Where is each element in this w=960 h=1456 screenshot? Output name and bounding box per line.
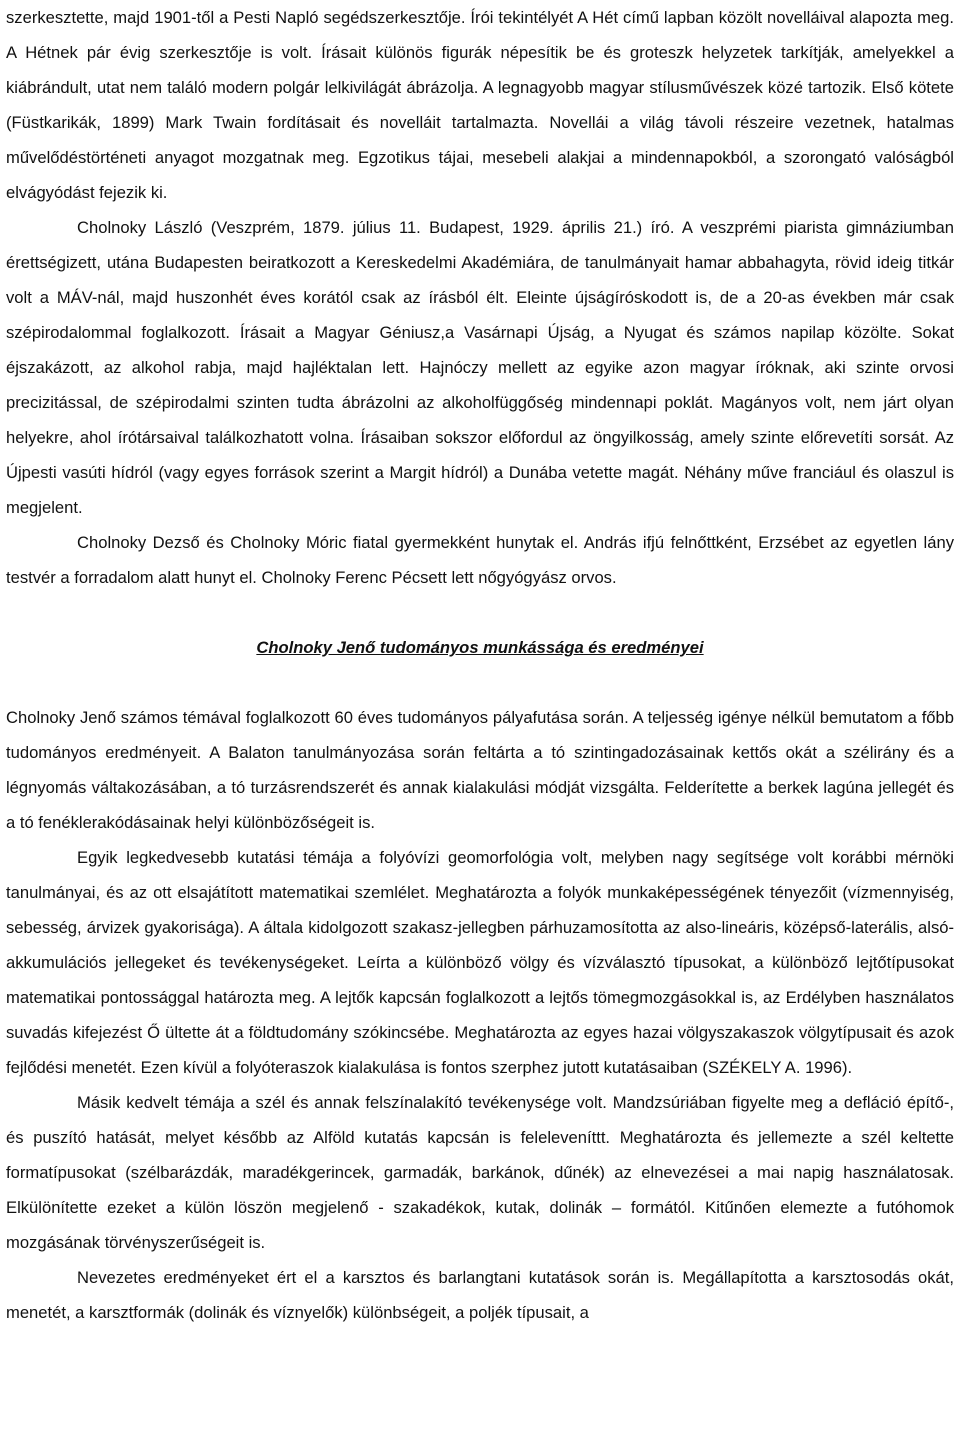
paragraph-karst-research: Nevezetes eredményeket ért el a karsztos és barlangtani kutatások során is. Megállapította a karsztosodás okát, menetét, a karsztformák (dolinák és víznyelők) különbségeit, a poljék típusait, a <box>6 1268 954 1322</box>
section-spacer <box>6 595 954 630</box>
paragraph-wind-erosion: Másik kedvelt témája a szél és annak felszínalakító tevékenysége volt. Mandzsúriában figyelte meg a defláció építő-, és puszító hatását, melyet később az Alföld kutatás kapcsán is feleleveníttt. Meghatározta és jellemezte a szél keltette formatípusokat (szélbarázdák, maradékgerincek, garmadák, barkánok, dűnék) az elnevezései a mai napig használatosak. Elkülönítette ezeket a külön löszön megjelenő - szakadékok, kutak, dolinák – formától. Kitűnően elemezte a futóhomok mozgásának törvényszerűségeit is. <box>6 1093 954 1252</box>
section-heading: Cholnoky Jenő tudományos munkássága és eredményei <box>256 638 704 657</box>
paragraph-scientific-overview: Cholnoky Jenő számos témával foglalkozott 60 éves tudományos pályafutása során. A teljesség igénye nélkül bemutatom a főbb tudományos eredményeit. A Balaton tanulmányozása során feltárta a tó szintingadozásainak kettős okát a szélirány és a légnyomás váltakozásában, a tó turzásrendszerét és annak kialakulási módját vizsgálta. Felderítette a berkek lagúna jellegét és a tó fenéklerakódásainak helyi különbözőségeit is. <box>6 708 954 832</box>
paragraph-cholnoky-laszlo: Cholnoky László (Veszprém, 1879. július 11. Budapest, 1929. április 21.) író. A veszprémi piarista gimnáziumban érettségizett, utána Budapesten beiratkozott a Kereskedelmi Akadémiára, de tanulmányait hamar abbahagyta, rövid ideig titkár volt a MÁV-nál, majd huszonhét éves korától csak az írásból élt. Eleinte újságíróskodott is, de a 20-as években már csak szépirodalommal foglalkozott. Írásait a Magyar Géniusz,a Vasárnapi Újság, a Nyugat és számos napilap közölte. Sokat éjszakázott, az alkohol rabja, majd hajléktalan lett. Hajnóczy mellett az egyike azon magyar íróknak, aki szinte orvosi precizitással, de szépirodalmi szinten tudta ábrázolni az alkoholfüggőség mindennapi poklát. Magányos volt, nem járt olyan helyekre, ahol írótársaival találkozhatott volna. Írásaiban sokszor előfordul az öngyilkosság, amely szinte előrevetíti sorsát. Az Újpesti vasúti hídról (vagy egyes források szerint a Margit hídról) a Dunába vetette magát. Néhány műve franciául és olaszul is megjelent. <box>6 218 954 517</box>
document-page <box>6 0 954 1330</box>
paragraph-chol-biography-continued: szerkesztette, majd 1901-től a Pesti Napló segédszerkesztője. Írói tekintélyét A Hét című lapban közölt novelláival alapozta meg. A Hétnek pár évig szerkesztője is volt. Írásait különös figurák népesítik be és groteszk helyzetek tarkítják, amelyekkel a kiábrándult, utat nem találó modern polgár lelkivilágát ábrázolja. A legnagyobb magyar stílusművészek közé tartozik. Első kötete (Füstkarikák, 1899) Mark Twain fordításait és novelláit tartalmazta. Novellái a világ távoli részeire vezetnek, hatalmas művelődéstörténeti anyagot mozgatnak meg. Egzotikus tájai, mesebeli alakjai a mindennapokból, a szorongató valóságból elvágyódást fejezik ki. <box>6 8 954 202</box>
paragraph-river-geomorphology: Egyik legkedvesebb kutatási témája a folyóvízi geomorfológia volt, melyben nagy segítsége volt korábbi mérnöki tanulmányai, és az ott elsajátított matematikai szemlélet. Meghatározta a folyók munkaképességének tényezőit (vízmennyiség, sebesség, árvizek gyakorisága). A általa kidolgozott szakasz-jellegben párhuzamosította az also-lineáris, középső-laterális, alsó-akkumulációs jellegeket és tevékenységeket. Leírta a különböző völgy és vízválasztó típusokat, a különböző lejtőtípusokat matematikai pontossággal határozta meg. A lejtők kapcsán foglalkozott a lejtős tömegmozgásokkal is, az Erdélyben használatos suvadás kifejezést Ő ültette át a földtudomány szókincsébe. Meghatározta az egyes hazai völgyszakaszok völgytípusait és azok fejlődési menetét. Ezen kívül a folyóteraszok kialakulása is fontos szerphez jutott kutatásaiban (SZÉKELY A. 1996). <box>6 848 954 1077</box>
section-spacer <box>6 665 954 700</box>
paragraph-siblings: Cholnoky Dezső és Cholnoky Móric fiatal gyermekként hunytak el. András ifjú felnőttként, Erzsébet az egyetlen lány testvér a forradalom alatt hunyt el. Cholnoky Ferenc Pécsett lett nőgyógyász orvos. <box>6 533 954 587</box>
